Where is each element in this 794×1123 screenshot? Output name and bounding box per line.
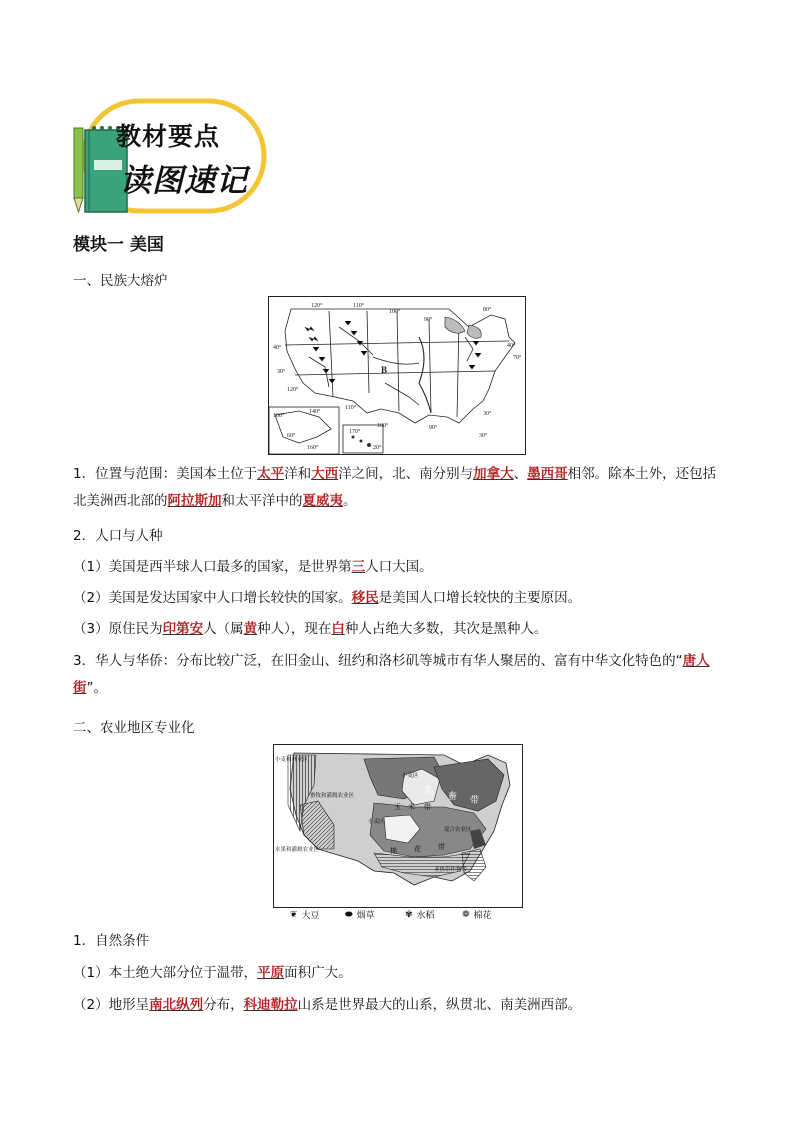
legend-item-soybean xyxy=(290,908,320,921)
map1-lon-label: 80° xyxy=(483,307,492,313)
map1-lat-label: 30° xyxy=(483,411,492,417)
para-text: （1）美国是西半球人口最多的国家，是世界第 xyxy=(73,559,352,575)
label-dairy-b: 畜 xyxy=(448,792,458,802)
legend-item-cotton xyxy=(462,908,492,921)
map1-inset-label: 160° xyxy=(273,413,285,419)
answer-text: 大西 xyxy=(311,466,339,482)
answer-text: 太平 xyxy=(257,466,285,482)
agriculture-map-svg xyxy=(274,745,522,907)
label-mixed-farming: 混合农业区 xyxy=(444,827,472,833)
usa-agriculture-map xyxy=(273,744,523,908)
map1-inset-label: 100° xyxy=(377,423,389,429)
map1-lon-label: 90° xyxy=(424,317,433,323)
map1-lat-label: 120° xyxy=(287,387,299,393)
paragraph-natural-1 xyxy=(73,960,725,987)
map1-lon-label: 110° xyxy=(353,303,365,309)
map1-inset-label: 20° xyxy=(373,445,382,451)
para-text: （2）美国是发达国家中人口增长较快的国家。 xyxy=(73,590,352,606)
legend-item-tobacco xyxy=(345,908,375,921)
legend-label: 棉花 xyxy=(473,911,492,921)
answer-text: 科迪勒拉 xyxy=(243,997,298,1013)
label-corn-c: 带 xyxy=(424,803,431,811)
para-text: （1）本土绝大部分位于温带， xyxy=(73,965,258,981)
paragraph-location xyxy=(73,461,725,515)
paragraph-chinese xyxy=(73,648,725,702)
paragraph-population-2 xyxy=(73,585,725,612)
para-text: 分布， xyxy=(203,997,244,1013)
label-corn-b: 米 xyxy=(408,803,415,811)
soybean-icon: ❦ xyxy=(290,909,298,920)
legend-label: 烟草 xyxy=(356,911,375,921)
answer-text: 三 xyxy=(351,559,366,575)
cotton-icon: ❁ xyxy=(462,909,470,920)
label-cotton-a: 棉 xyxy=(390,847,397,855)
map1-lat-label: 40° xyxy=(273,345,282,351)
label-wheat-area-2: 小麦区 xyxy=(368,819,385,825)
map1-region-b: B xyxy=(381,365,388,375)
para-text: 。 xyxy=(343,493,357,509)
para-text: 和太平洋中的 xyxy=(221,493,303,509)
map1-lon-label: 100° xyxy=(389,309,401,315)
para-text: 是美国人口增长较快的主要原因。 xyxy=(378,590,582,606)
answer-text: 白 xyxy=(331,621,345,637)
answer-text: 黄 xyxy=(243,621,258,637)
map1-lat-label: 40° xyxy=(507,343,516,349)
label-cotton-c: 带 xyxy=(438,843,445,851)
answer-text: 夏威夷 xyxy=(302,493,343,509)
label-dairy-a: 乳 xyxy=(424,786,434,796)
answer-text: 墨西哥 xyxy=(527,466,568,482)
para-text: ”。 xyxy=(86,680,107,696)
para-text: （3）原住民为 xyxy=(73,621,163,637)
paragraph-natural-2 xyxy=(73,992,725,1019)
answer-text: 南北纵列 xyxy=(149,997,204,1013)
para-text: 3．华人与华侨：分布比较广泛，在旧金山、纽约和洛杉矶等城市有华人聚居的、富有中华文化特色的“ xyxy=(73,653,683,669)
label-corn-a: 玉 xyxy=(394,803,401,811)
module-title: 模块一 美国 xyxy=(73,235,164,255)
tobacco-icon: ⬬ xyxy=(345,909,353,920)
map1-lat-label: 70° xyxy=(513,355,522,361)
paragraph-population-heading: 2．人口与人种 xyxy=(73,528,163,544)
para-text: 种人占绝大多数，其次是黑种人。 xyxy=(344,621,548,637)
para-text: 人口大国。 xyxy=(365,559,433,575)
paragraph-population-3 xyxy=(73,616,725,643)
map1-inset-label: 30° xyxy=(479,433,488,439)
section-heading-1: 一、民族大熔炉 xyxy=(73,273,168,289)
map1-lat-label: 30° xyxy=(277,369,286,375)
label-fruit-irrigation: 水果和灌溉农业区 xyxy=(275,847,320,853)
legend-item-rice xyxy=(405,908,435,921)
map1-inset-label: 60° xyxy=(287,433,296,439)
answer-text: 平原 xyxy=(257,965,285,981)
paragraph-natural-heading: 1．自然条件 xyxy=(73,933,150,949)
answer-text: 移民 xyxy=(351,590,379,606)
para-text: 人（属 xyxy=(203,621,244,637)
map1-inset-label: 170° xyxy=(349,429,361,435)
rice-icon: ✾ xyxy=(405,909,413,920)
map1-inset-label: 140° xyxy=(309,409,321,415)
label-grazing: 畜牧和灌溉农业区 xyxy=(310,793,355,799)
paragraph-population-1 xyxy=(73,554,725,581)
legend-label: 水稻 xyxy=(416,911,435,921)
para-text: 相邻。除本土外，还包括北美洲西北部的 xyxy=(73,466,717,509)
map1-lon-label: 120° xyxy=(311,303,323,309)
answer-text: 印第安 xyxy=(162,621,204,637)
banner-title-line2: 读图速记 xyxy=(120,163,248,199)
label-dairy-c: 带 xyxy=(470,796,480,806)
label-subtropical: 亚热带作物带 xyxy=(434,867,468,873)
para-text: 种人），现在 xyxy=(257,621,332,637)
answer-text: 阿拉斯加 xyxy=(167,493,222,509)
map1-inset-label: 110° xyxy=(345,405,357,411)
para-text: 、 xyxy=(513,466,528,482)
usa-outline-map xyxy=(268,296,526,455)
label-cotton-b: 花 xyxy=(414,845,421,853)
legend-label: 大豆 xyxy=(301,911,320,921)
para-text: 山系是世界最大的山系，纵贯北、南美洲西部。 xyxy=(297,997,582,1013)
para-text: （2）地形呈 xyxy=(73,997,150,1013)
answer-text: 加拿大 xyxy=(473,466,514,482)
map1-inset-label: 160° xyxy=(307,445,319,451)
label-wheat-forest: 小麦和林业区 xyxy=(275,757,309,763)
section-heading-2: 二、农业地区专业化 xyxy=(73,720,195,736)
para-text: 洋和 xyxy=(284,466,312,482)
map1-inset-label: 90° xyxy=(429,425,438,431)
para-text: 面积广大。 xyxy=(284,965,352,981)
usa-outline-svg xyxy=(269,297,525,454)
para-text: 洋之间，北、南分别与 xyxy=(338,466,474,482)
banner-title-line1: 教材要点 xyxy=(116,122,221,151)
para-text: 位置与范围：美国本土位于 xyxy=(95,466,258,482)
para-text: 1． xyxy=(73,466,96,482)
answer-text: 唐人街 xyxy=(73,653,710,696)
label-wheat-area: 小麦区 xyxy=(402,773,419,779)
